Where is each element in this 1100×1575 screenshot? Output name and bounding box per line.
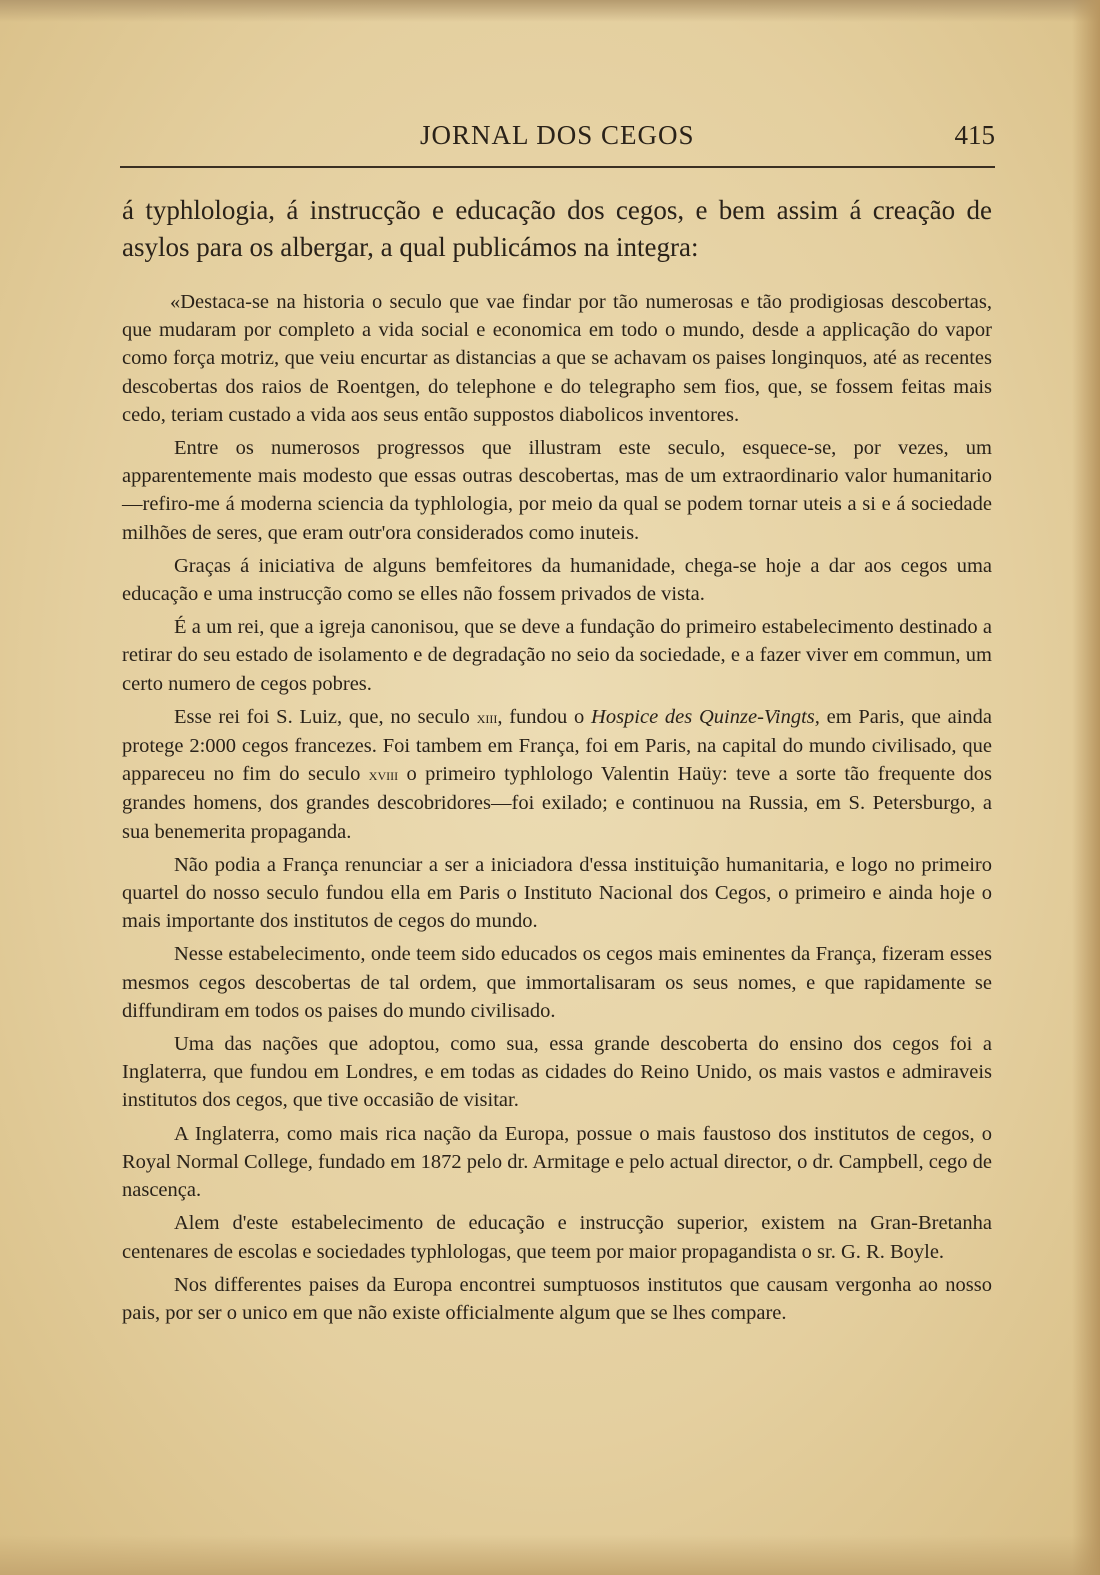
page-number: 415 — [954, 120, 995, 150]
paragraph-11: Nos differentes paises da Europa encontrei sumptuosos institutos que causam vergonha ao nosso pais, por ser o unico em que não existe officialmente algum que se lhes compare. — [122, 1273, 992, 1324]
paragraph-1: «Destaca-se na historia o seculo que vae findar por tão numerosas e tão prodigiosas descobertas, que mudaram por completo a vida social e economica em todo o mundo, desde a applicação do vapor como força motriz, que veiu encurtar as distancias a que se achavam os paises longinquos, até as recentes descobertas dos raios de Roentgen, do telephone e do telegrapho sem fios, que, se fossem feitas mais cedo, teriam custado a vida aos seus então suppostos diabolicos inventores. — [122, 291, 992, 426]
paragraph-5 — [122, 703, 992, 846]
paragraph-10: Alem d'este estabelecimento de educação e instrucção superior, existem na Gran-Bretanha centenares de escolas e sociedades typhlologas, que teem por maior propagandista o sr. G. R. Boyle. — [122, 1212, 992, 1263]
paragraph-5-text-b: , fundou o — [497, 705, 592, 728]
paragraph-6: Não podia a França renunciar a ser a iniciadora d'essa instituição humanitaria, e logo no primeiro quartel do nosso seculo fundou ella em Paris o Instituto Nacional dos Cegos, o primeiro e ainda hoje o mais importante dos institutos de cegos do mundo. — [122, 853, 992, 933]
page-header — [120, 120, 995, 156]
paragraph-9: A Inglaterra, como mais rica nação da Europa, possue o mais faustoso dos institutos de cegos, o Royal Normal College, fundado em 1872 pelo dr. Armitage e pelo actual director, o dr. Campbell, cego de nascença. — [122, 1122, 992, 1202]
page-edge-bottom — [0, 1535, 1100, 1575]
page-edge-top — [0, 0, 1100, 22]
body-text — [122, 192, 992, 1332]
paragraph-7: Nesse estabelecimento, onde teem sido educados os cegos mais eminentes da França, fizeram esses mesmos cegos descobertas de tal ordem, que immortalisaram os seus nomes, e que rapidamente se diffundiram em todos os paises do mundo civilisado. — [122, 943, 992, 1022]
paragraph-5-text-c: em Paris, que ainda protege 2:000 cegos francezes. Foi tambem em França, foi em Paris, na capital do mundo civilisado, que appareceu no fim do seculo — [122, 705, 992, 786]
running-title: JORNAL DOS CEGOS — [420, 120, 695, 150]
page-edge-right — [1072, 0, 1100, 1575]
paragraph-3: Graças á iniciativa de alguns bemfeitores da humanidade, chega-se hoje a dar aos cegos uma educação e uma instrucção como se elles não fossem privados de vista. — [122, 554, 992, 606]
century-numeral-18: xviii — [368, 765, 399, 785]
paragraph-2: Entre os numerosos progressos que illustram este seculo, esquece-se, por vezes, um apparentemente mais modesto que essas outras descobertas, mas de um extraordinario valor humanitario—refiro-me á moderna sciencia da typhlologia, por meio da qual se podem tornar uteis a si e á sociedade milhões de seres, que eram outr'ora considerados como inuteis. — [122, 437, 992, 544]
header-rule — [120, 166, 995, 168]
paragraph-5-text-d: o primeiro typhlologo Valentin Haüy: teve a sorte tão frequente dos grandes homens, dos grandes descobridores—foi exilado; e continuou na Russia, em S. Petersburgo, a sua benemerita propaganda. — [122, 763, 992, 843]
paragraph-4: É a um rei, que a igreja canonisou, que se deve a fundação do primeiro estabelecimento destinado a retirar do seu estado de isolamento e de degradação no seio da sociedade, e a fazer viver em commun, um certo numero de cegos pobres. — [122, 616, 992, 695]
intro-paragraph: á typhlologia, á instrucção e educação dos cegos, e bem assim á creação de asylos para os albergar, a qual publicámos na integra: — [122, 195, 992, 262]
hospice-title: Hospice des Quinze-Vingts, — [591, 705, 820, 728]
century-numeral-13: xiii — [476, 707, 498, 727]
paragraph-8: Uma das nações que adoptou, como sua, essa grande descoberta do ensino dos cegos foi a Inglaterra, que fundou em Londres, e em todas as cidades do Reino Unido, os mais vastos e admiraveis institutos dos cegos, que tive occasião de visitar. — [122, 1033, 992, 1112]
paragraph-5-text-a: Esse rei foi S. Luiz, que, no seculo — [174, 705, 477, 728]
